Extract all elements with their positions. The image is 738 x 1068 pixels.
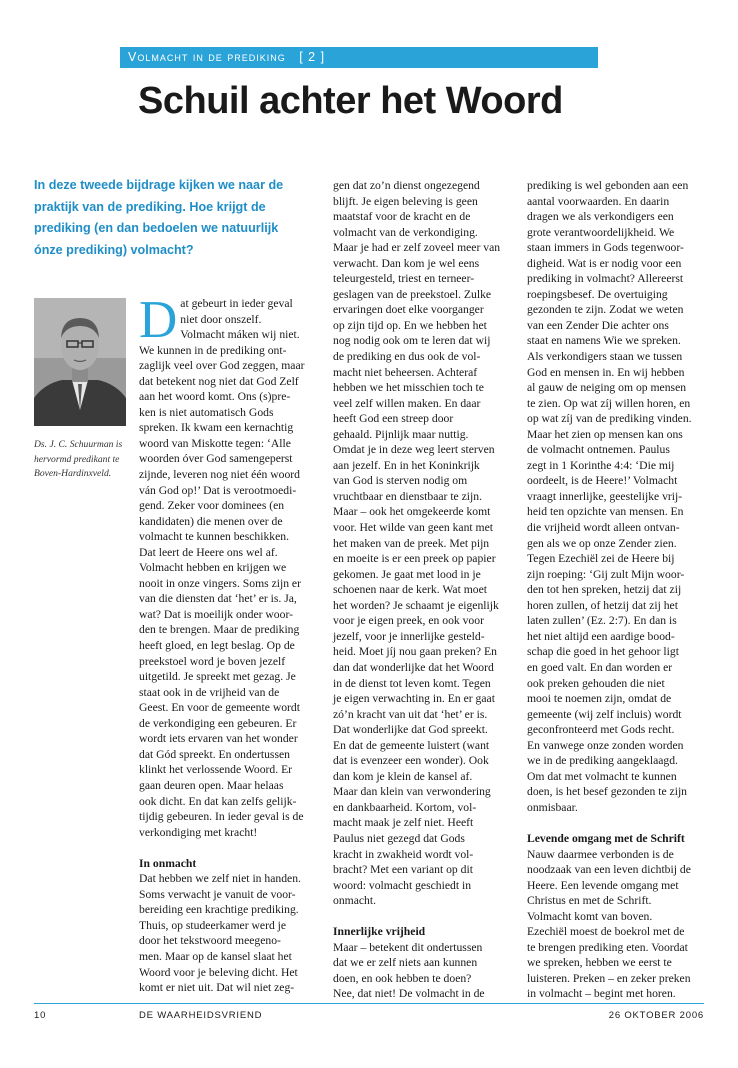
text-line: woord van Miskotte tegen: ‘Alle xyxy=(139,436,291,450)
text-line: ervaringen doet elke voorganger xyxy=(333,303,484,317)
text-line: Geest. En voor de gemeente wordt xyxy=(139,701,300,715)
text-line: heid. Moet jíj nou gaan preken? En xyxy=(333,645,497,659)
text-line: al gauw de neiging om op mensen xyxy=(527,381,687,395)
text-line: staat ook in de vrijheid van de xyxy=(139,685,280,699)
text-line: ván God op!’ Dat is verootmoedi- xyxy=(139,483,297,497)
text-line: den tot hen spreken, hetzij dat zij xyxy=(527,583,682,597)
text-line: verwacht. Dan kom je wel eens xyxy=(333,256,480,270)
text-line: we in de prediking aangeklaagd. xyxy=(527,754,678,768)
text-line: gemeente (wij zelf incluis) wordt xyxy=(527,707,682,721)
paragraph-levende-omgang xyxy=(527,847,703,1002)
text-line: doen, en ook hebben te doen? xyxy=(333,971,472,985)
text-line: staat en namens Wie we spreken. xyxy=(527,334,681,348)
text-line: verkondiging met kracht! xyxy=(139,825,258,839)
article-p4-source xyxy=(0,0,1,1)
text-line: Maar – ook het omgekeerde komt xyxy=(333,505,491,519)
text-line: men. Maar op de kansel slaat het xyxy=(139,949,292,963)
text-line: horen zullen, of hetzij dat zij het xyxy=(527,598,678,612)
text-line: gehaald. Pijnlijk maar nuttig. xyxy=(333,427,469,441)
subheading-in-onmacht: In onmacht xyxy=(139,856,197,870)
text-line: onmacht. xyxy=(333,894,376,908)
text-line: gen dat zo’n dienst ongezegend xyxy=(333,179,480,192)
text-line: van een Zender Die achter ons xyxy=(527,318,669,332)
text-line: hebben we het misschien toch te xyxy=(333,381,484,395)
text-line: laten zullen’ (Ez. 2:7). En dan is xyxy=(527,614,677,628)
text-line: zó’n kracht van uit dat ‘het’ er is. xyxy=(333,707,488,721)
text-line: we spreken, hebben we eerst te xyxy=(527,956,672,970)
series-banner xyxy=(120,47,598,68)
text-line: door het tekstwoord meegeno- xyxy=(139,934,281,948)
text-line: geslagen van de preekstoel. Zulke xyxy=(333,287,492,301)
text-line: heeft God een streep door xyxy=(333,412,454,426)
text-line: prediking in volmacht? Allereerst xyxy=(527,272,684,286)
text-line: te zien. Op wat zíj willen horen, en xyxy=(527,396,691,410)
text-line: kracht in zwakheid wordt vol- xyxy=(333,847,474,861)
text-line: klinkt het verlossende Woord. Er xyxy=(139,763,293,777)
text-line: heeft gloed, en legt beslag. Op de xyxy=(139,639,295,653)
text-line: volmacht van de verkondiging. xyxy=(333,225,478,239)
article-column-1 xyxy=(139,291,315,996)
text-line: Volmacht hebben en krijgen we xyxy=(139,561,287,575)
text-line: ken is niet automatisch Gods xyxy=(139,405,274,419)
paragraph-in-onmacht-cont xyxy=(333,178,509,909)
text-line: zijn roeping: ‘Gij zult Mijn woor- xyxy=(527,567,685,581)
text-line: grote verantwoordelijkheid. We xyxy=(527,225,675,239)
text-line: in de dienst tot leven komt. Tegen xyxy=(333,676,491,690)
text-line: op zijn tijd op. En we hebben het xyxy=(333,318,487,332)
text-line: dat Gód spreekt. En ondertussen xyxy=(139,747,290,761)
text-line: Maar je had er zelf zoveel meer van xyxy=(333,241,501,255)
text-line: Nauw daarmee verbonden is de xyxy=(527,847,674,861)
text-line: vruchtbaar en dienstbaar te zijn. xyxy=(333,489,482,503)
text-line: luisteren. Preken – en zeker preken xyxy=(527,971,691,985)
text-line: Nee, dat niet! De volmacht in de xyxy=(333,987,485,1001)
text-line: wat? Dat is moeilijk onder woor- xyxy=(139,607,293,621)
text-line: heid ten opzichte van mensen. En xyxy=(527,505,684,519)
text-line: van die diensten dat ‘het’ er is. Ja, xyxy=(139,592,297,606)
text-line: de verkondiging een gebeuren. Er xyxy=(139,716,297,730)
text-line: zijnde, leveren nog niet één woord xyxy=(139,468,300,482)
text-line: gaan deuren open. Maar helaas xyxy=(139,778,284,792)
text-line: gekomen. Je gaat met lood in je xyxy=(333,567,481,581)
text-line: die vrijheid wordt alleen ontvan- xyxy=(527,521,680,535)
text-line: We kunnen in de prediking ont- xyxy=(139,343,287,357)
author-photo xyxy=(34,298,126,426)
text-line: komt er niet uit. Dat wil niet zeg- xyxy=(139,981,295,995)
text-line: blijft. Je eigen beleving is geen xyxy=(333,194,478,208)
paragraph-opening xyxy=(139,291,315,840)
text-line: Dat hebben we zelf niet in handen. xyxy=(139,872,301,886)
text-line: tijdig gebeuren. In ieder geval is de xyxy=(139,810,304,824)
text-line: het maken van de preek. Met pijn xyxy=(333,536,490,550)
text-line: macht maak je zelf niet. Heeft xyxy=(333,816,474,830)
text-line: woorden óver God samengeperst xyxy=(139,452,293,466)
text-line: digheid. Wat is er nodig voor een xyxy=(527,256,682,270)
drop-cap: D xyxy=(139,291,178,349)
text-line: het worden? Je schaamt je eigenlijk xyxy=(333,598,499,612)
paragraph-innerlijke-vrijheid xyxy=(333,940,509,1002)
text-line: Paulus niet gezegd dat Gods xyxy=(333,831,465,845)
text-line: ook dicht. En dat kan zelfs gelijk- xyxy=(139,794,297,808)
article-column-2 xyxy=(333,178,509,1002)
text-line: Soms verwacht je vanuit de voor- xyxy=(139,887,296,901)
text-line: den te brengen. Maar de prediking xyxy=(139,623,300,637)
text-line: zaglijk veel over God zeggen, maar xyxy=(139,359,305,373)
text-line: Volmacht komt van boven. xyxy=(527,909,653,923)
text-line: het niet altijd een aardige bood- xyxy=(527,629,675,643)
text-line: woord: volmacht geschiedt in xyxy=(333,878,472,892)
article-column-3 xyxy=(527,178,703,1002)
text-line: Ezechiël moest de boekrol met de xyxy=(527,925,685,939)
text-line: en dankbaarheid. Kortom, vol- xyxy=(333,800,477,814)
text-line: Woord voor je beleving dicht. Het xyxy=(139,965,298,979)
text-line: preekstoel word je boven jezelf xyxy=(139,654,286,668)
text-line: dan kom je klein de kansel af. xyxy=(333,769,473,783)
text-line: Thuis, op studeerkamer werd je xyxy=(139,918,287,932)
text-line: kandidaten) die menen over de xyxy=(139,514,283,528)
text-line: Dat wonderlijke dat God spreekt. xyxy=(333,723,488,737)
text-line: van God is sterven nodig om xyxy=(333,474,468,488)
text-line: niet door onszelf. xyxy=(180,312,262,326)
text-line: aantal voorwaarden. En daarin xyxy=(527,194,670,208)
text-line: mooi te noemen zijn, omdat de xyxy=(527,692,672,706)
issue-date: 26 OKTOBER 2006 xyxy=(608,1010,704,1021)
text-line: gen als we op onze Zender zien. xyxy=(527,536,677,550)
text-line: dat betekent nog niet dat God Zelf xyxy=(139,374,299,388)
subheading-innerlijke-vrijheid: Innerlijke vrijheid xyxy=(333,925,426,939)
text-line: Als verkondigers staan we tussen xyxy=(527,350,683,364)
text-line: Christus en met de Schrift. xyxy=(527,894,652,908)
text-line: te brengen prediking eten. Voordat xyxy=(527,940,688,954)
series-name: Volmacht in de prediking xyxy=(128,50,286,64)
text-line: nooit in onze vingers. Soms zijn er xyxy=(139,576,301,590)
magazine-name: DE WAARHEIDSVRIEND xyxy=(139,1010,263,1021)
text-line: prediking is wel gebonden aan een xyxy=(527,179,689,192)
text-line: aan het woord komt. Ons (s)pre- xyxy=(139,390,291,404)
text-line: voor. Het wilde van geen kant met xyxy=(333,521,494,535)
text-line: en goed valt. En dan worden er xyxy=(527,660,673,674)
text-line: de volmacht ontnemen. Paulus xyxy=(527,443,670,457)
text-line: voor je eigen preek, en ook voor xyxy=(333,614,484,628)
paragraph-innerlijke-vrijheid-cont xyxy=(527,178,703,815)
text-line: veel zelf willen maken. En daar xyxy=(333,396,481,410)
text-line: ook preken gehouden die niet xyxy=(527,676,665,690)
series-part: [ 2 ] xyxy=(299,50,326,64)
text-line: noodzaak van een leven dichtbij de xyxy=(527,863,691,877)
text-line: En vanwege onze zonden worden xyxy=(527,738,684,752)
text-line: at gebeurt in ieder geval xyxy=(180,297,293,310)
text-line: Maar dan klein van verwondering xyxy=(333,785,491,799)
text-line: Volmacht máken wij niet. xyxy=(180,328,300,342)
text-line: Dat leert de Heere ons wel af. xyxy=(139,545,278,559)
article-title: Schuil achter het Woord xyxy=(138,80,563,122)
author-portrait-icon xyxy=(34,298,126,426)
text-line: nog nodig ook om te leren dat wij xyxy=(333,334,491,348)
text-line: aan jezelf. En in het Koninkrijk xyxy=(333,458,480,472)
text-line: vraagt innerlijke, geestelijke vrij- xyxy=(527,489,683,503)
text-line: bracht? Met een variant op dit xyxy=(333,863,473,877)
page-number: 10 xyxy=(34,1010,47,1021)
text-line: dragen we als verkondigers een xyxy=(527,210,674,224)
text-line: wordt iets ervaren van het wonder xyxy=(139,732,298,746)
text-line: schoenen naar de kerk. Wat moet xyxy=(333,583,487,597)
text-line: onmisbaar. xyxy=(527,800,578,814)
text-line: de prediking en dus ook de vol- xyxy=(333,350,481,364)
text-line: Tegen Ezechiël zei de Heere bij xyxy=(527,552,675,566)
text-line: gend. Zeker voor dominees (en xyxy=(139,499,285,513)
text-line: Om dat met volmacht te kunnen xyxy=(527,769,677,783)
article-p1-source xyxy=(0,0,1,1)
text-line: God en mensen in. En wij hebben xyxy=(527,365,685,379)
text-line: doen, is het besef gezonden te zijn xyxy=(527,785,688,799)
text-line: geconfronteerd met Gods recht. xyxy=(527,723,675,737)
text-line: in volmacht – begint met horen. xyxy=(527,987,676,1001)
text-line: dat we er zelf niets aan kunnen xyxy=(333,956,478,970)
text-line: gezonden te zijn. Zodat we weten xyxy=(527,303,684,317)
text-line: dan dat wonderlijke dat het Woord xyxy=(333,660,494,674)
text-line: jezelf, voor je innerlijke gesteld- xyxy=(333,629,485,643)
footer-rule xyxy=(34,1003,704,1004)
text-line: maatstaf voor de kracht en de xyxy=(333,210,471,224)
text-line: en moeite is er een preek op papier xyxy=(333,552,496,566)
article-p2-source xyxy=(0,0,1,1)
text-line: En dat de gemeente luistert (want xyxy=(333,738,490,752)
text-line: bereiding een krachtige prediking. xyxy=(139,903,299,917)
text-line: Heere. Een levende omgang met xyxy=(527,878,679,892)
text-line: Maar – betekent dit ondertussen xyxy=(333,940,483,954)
text-line: schap die goed in het gehoor ligt xyxy=(527,645,679,659)
text-line: staan immers in Gods tegenwoor- xyxy=(527,241,684,255)
subheading-levende-omgang: Levende omgang met de Schrift xyxy=(527,831,685,845)
author-caption: Ds. J. C. Schuurman is hervormd predikant te Boven-Hardinxveld. xyxy=(34,439,123,479)
text-line: teleurgesteld, triest en terneer- xyxy=(333,272,475,286)
text-line: Maar het zien op mensen kan ons xyxy=(527,427,683,441)
text-line: op wat zíj van de prediking vinden. xyxy=(527,412,692,426)
text-line: oordeelt, is de Heere!’ Volmacht xyxy=(527,474,678,488)
text-line: je eigen verwachting in. En er gaat xyxy=(333,692,495,706)
text-line: uitgetild. Je spreekt met gezag. Je xyxy=(139,670,296,684)
text-line: dat is evenzeer een wonder). Ook xyxy=(333,754,489,768)
text-line: Omdat je in deze weg leert sterven xyxy=(333,443,495,457)
text-line: roepingsbesef. De overtuiging xyxy=(527,287,668,301)
text-line: zegt in 1 Korinthe 4:4: ‘Die mij xyxy=(527,458,675,472)
article-p3-source xyxy=(0,0,1,1)
text-line: volmacht te kunnen beschikken. xyxy=(139,530,289,544)
text-line: spreken. Ik kwam een kernachtig xyxy=(139,421,294,435)
intro-lead: In deze tweede bijdrage kijken we naar de praktijk van de prediking. Hoe krijgt de prediking (en dan bedoelen we natuurlijk ónze prediking) volmacht? xyxy=(34,178,284,257)
paragraph-in-onmacht xyxy=(139,871,315,995)
text-line: macht niet beheersen. Achteraf xyxy=(333,365,478,379)
